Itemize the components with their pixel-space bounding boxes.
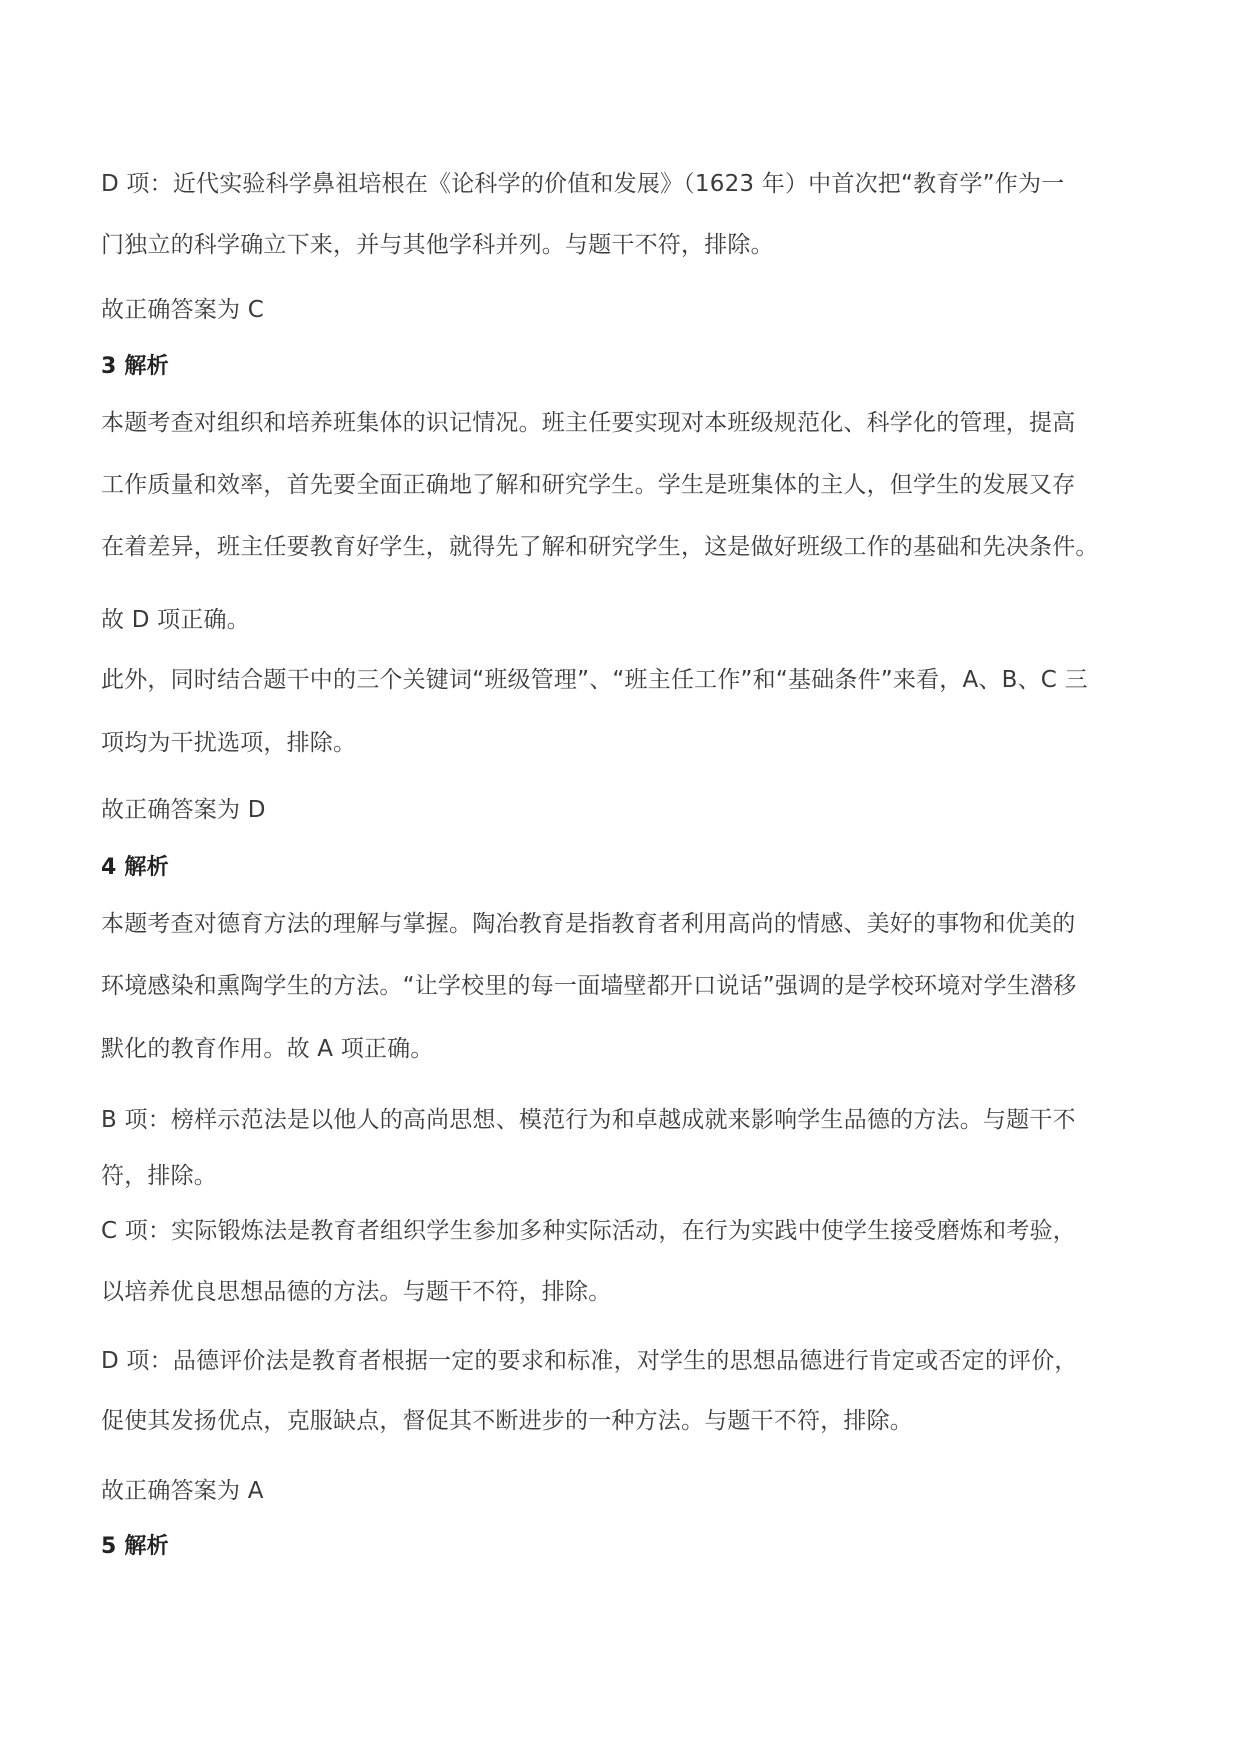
answer-line: 故正确答案为 A [101,1478,264,1504]
text-line: 本题考查对德育方法的理解与掌握。陶冶教育是指教育者利用高尚的情感、美好的事物和优美的 [101,911,1076,937]
section-heading: 5 解析 [101,1534,169,1559]
text-line: 门独立的科学确立下来，并与其他学科并列。与题干不符，排除。 [101,232,774,258]
text-line: 促使其发扬优点，克服缺点，督促其不断进步的一种方法。与题干不符，排除。 [101,1408,913,1434]
text-line: D 项：近代实验科学鼻祖培根在《论科学的价值和发展》（1623 年）中首次把“教育学”作为一 [101,171,1065,197]
text-line: 本题考查对组织和培养班集体的识记情况。班主任要实现对本班级规范化、科学化的管理，提高 [101,410,1076,436]
text-line: 此外，同时结合题干中的三个关键词“班级管理”、“班主任工作”和“基础条件”来看，A、B、C 三 [101,667,1088,693]
section-heading: 4 解析 [101,855,169,880]
text-line: 在着差异，班主任要教育好学生，就得先了解和研究学生，这是做好班级工作的基础和先决条件。 [101,534,1099,560]
text-line: C 项：实际锻炼法是教育者组织学生参加多种实际活动，在行为实践中使学生接受磨炼和考验， [101,1218,1076,1244]
answer-line: 故正确答案为 C [101,297,264,323]
text-line: 以培养优良思想品德的方法。与题干不符，排除。 [101,1279,612,1305]
text-line: 环境感染和熏陶学生的方法。“让学校里的每一面墙壁都开口说话”强调的是学校环境对学生潜移 [101,973,1077,999]
section-heading: 3 解析 [101,354,169,379]
text-line: 故 D 项正确。 [101,607,250,633]
text-line: B 项：榜样示范法是以他人的高尚思想、模范行为和卓越成就来影响学生品德的方法。与题干不 [101,1107,1076,1133]
text-line: D 项：品德评价法是教育者根据一定的要求和标准，对学生的思想品德进行肯定或否定的评价， [101,1348,1078,1374]
text-line: 符，排除。 [101,1163,217,1189]
answer-line: 故正确答案为 D [101,797,266,823]
text-line: 项均为干扰选项，排除。 [101,730,357,756]
text-line: 工作质量和效率，首先要全面正确地了解和研究学生。学生是班集体的主人，但学生的发展又存 [101,472,1076,498]
text-line: 默化的教育作用。故 A 项正确。 [101,1036,434,1062]
